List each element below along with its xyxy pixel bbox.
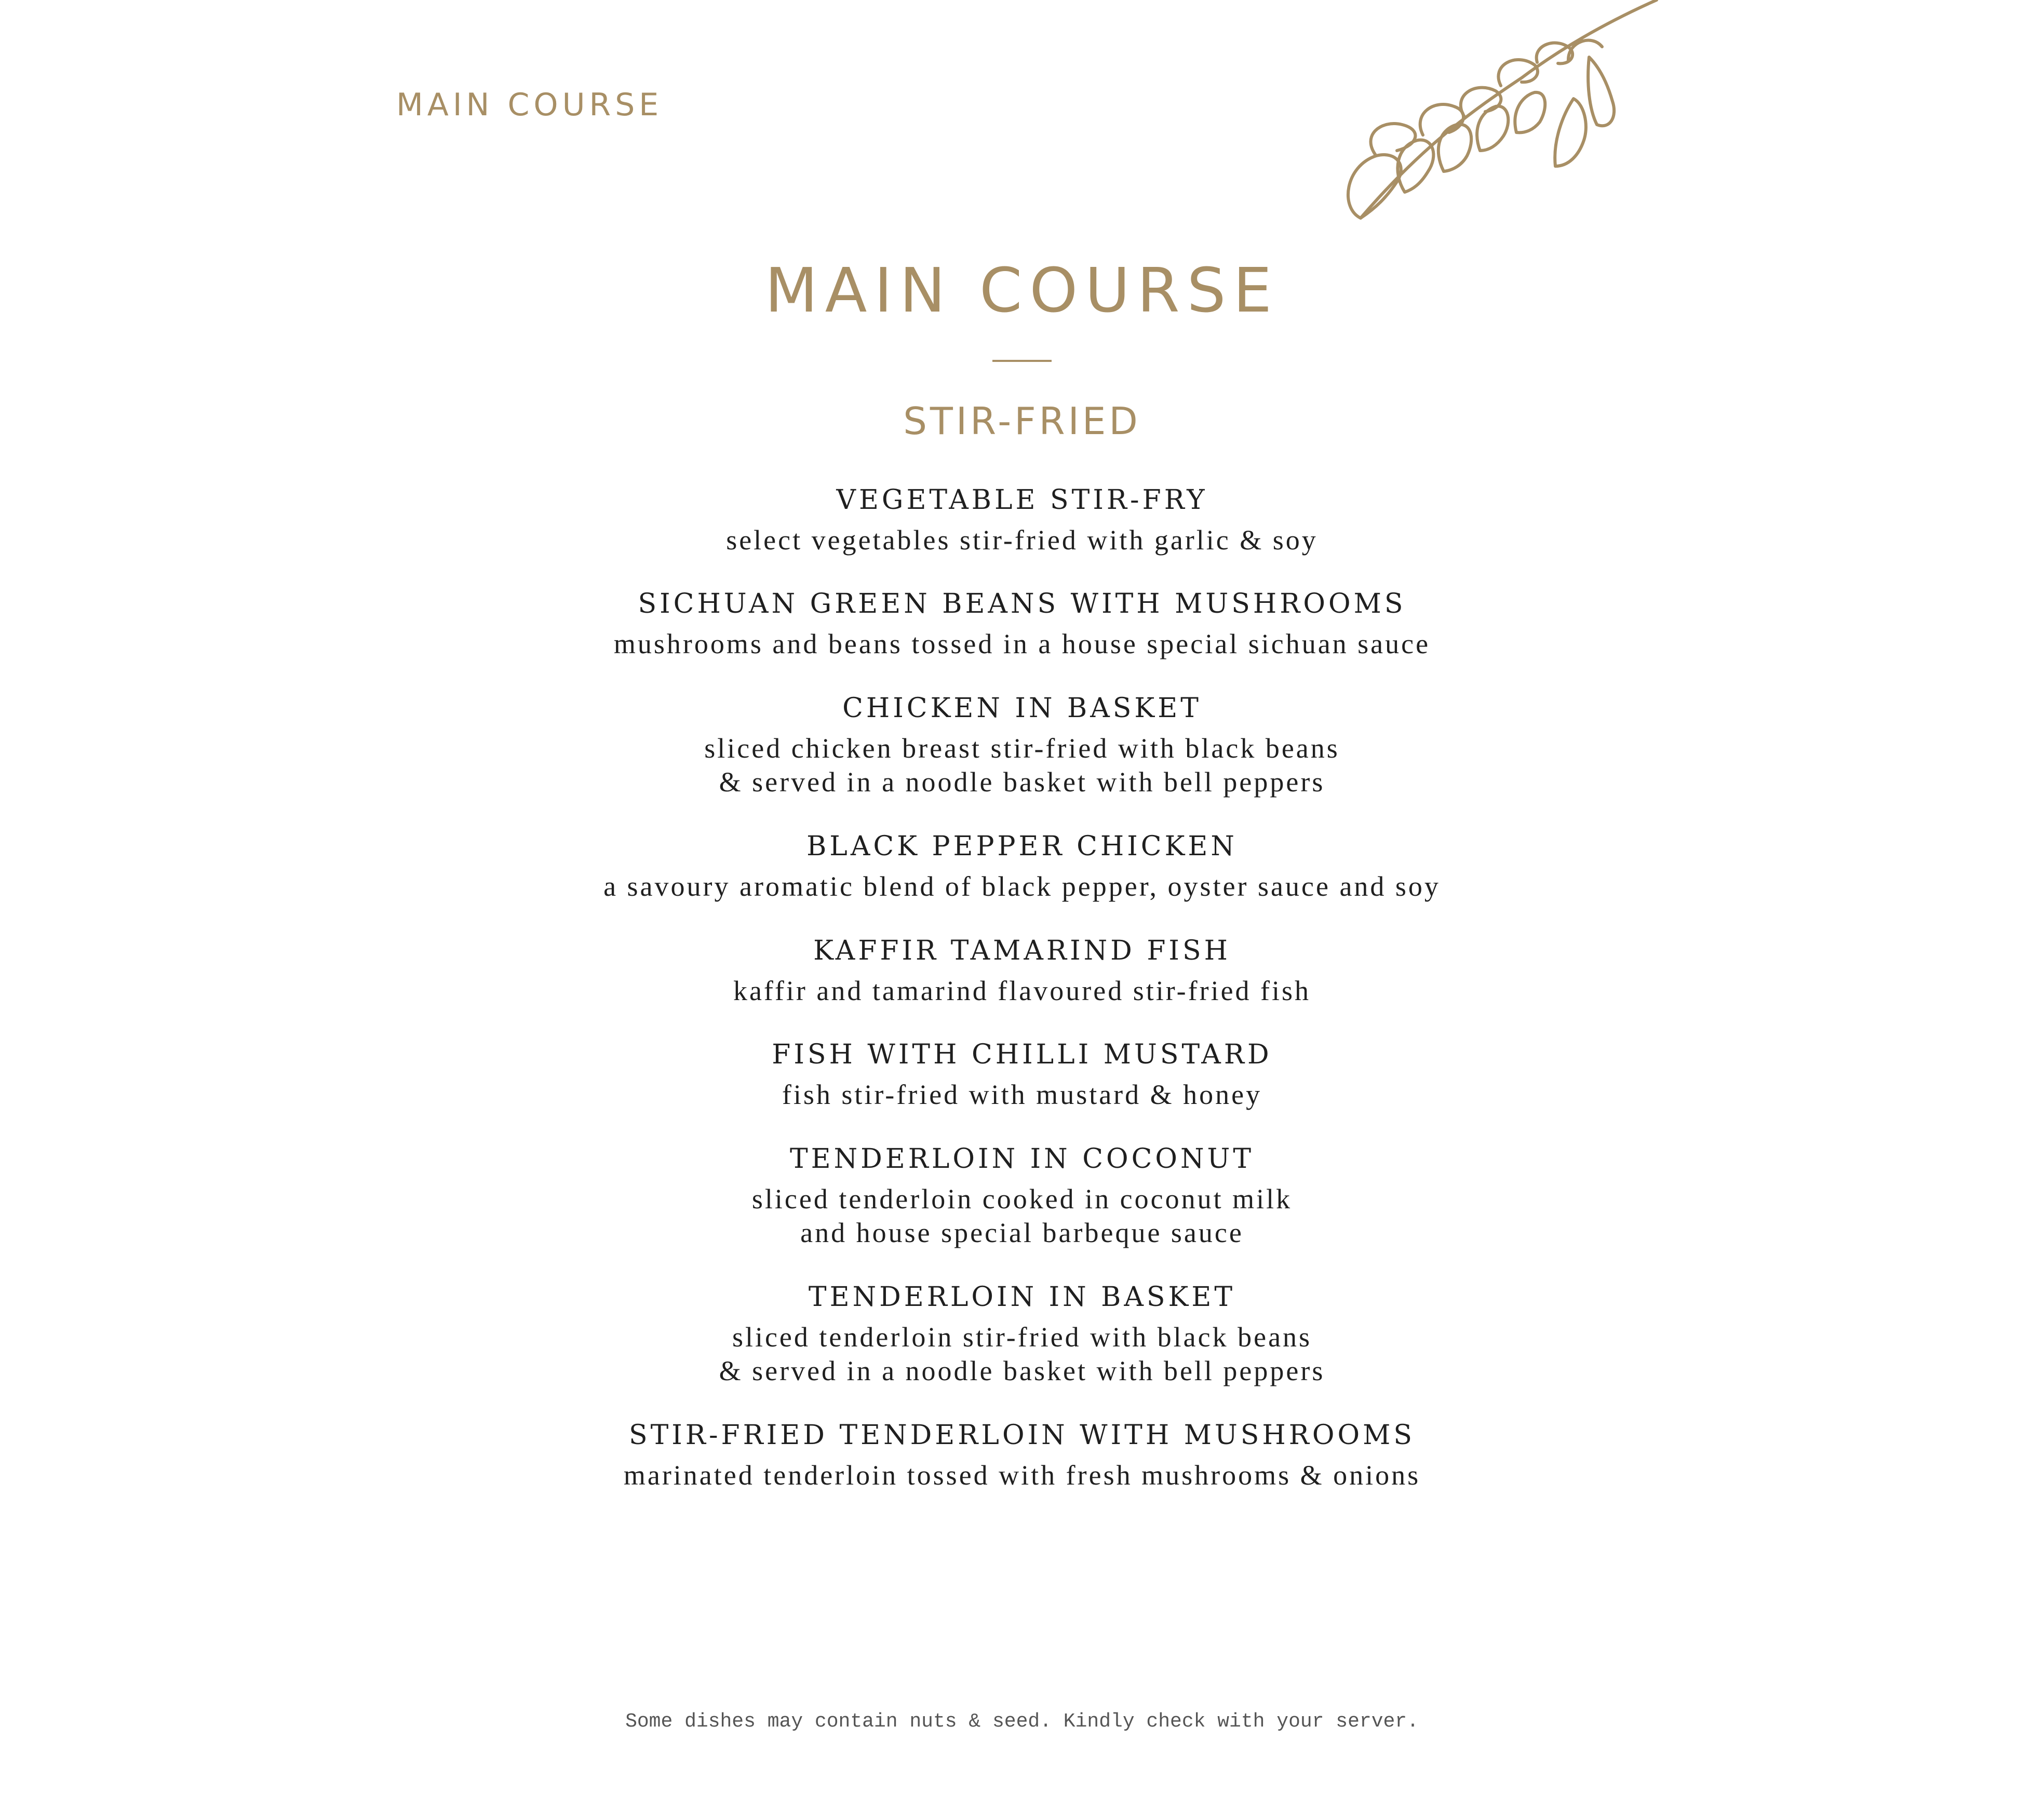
menu-item-description: mushrooms and beans tossed in a house special sichuan sauce bbox=[613, 628, 1431, 659]
menu-item-description: a savoury aromatic blend of black pepper, oyster sauce and soy bbox=[603, 871, 1441, 902]
menu-item bbox=[0, 828, 2044, 904]
menu-item bbox=[0, 1417, 2044, 1492]
menu-item-description: marinated tenderloin tossed with fresh mushrooms & onions bbox=[623, 1460, 1421, 1491]
allergen-note: Some dishes may contain nuts & seed. Kindly check with your server. bbox=[625, 1710, 1419, 1733]
menu-item-name: SICHUAN GREEN BEANS WITH MUSHROOMS bbox=[638, 588, 1406, 619]
menu-item-name: VEGETABLE STIR-FRY bbox=[836, 484, 1208, 516]
menu-item-name: BLACK PEPPER CHICKEN bbox=[806, 831, 1238, 862]
menu-item bbox=[0, 690, 2044, 799]
menu-item bbox=[0, 482, 2044, 557]
menu-item-name: FISH WITH CHILLI MUSTARD bbox=[772, 1039, 1272, 1070]
menu-item bbox=[0, 1036, 2044, 1112]
menu-item bbox=[0, 1141, 2044, 1250]
menu-item-name: STIR-FRIED TENDERLOIN WITH MUSHROOMS bbox=[628, 1420, 1416, 1451]
menu-item-name: KAFFIR TAMARIND FISH bbox=[813, 935, 1231, 966]
menu-item-list bbox=[0, 482, 2044, 1492]
menu-item-description: kaffir and tamarind flavoured stir-fried fish bbox=[733, 975, 1311, 1006]
page-title: MAIN COURSE bbox=[764, 254, 1280, 326]
menu-item-description: sliced chicken breast stir-fried with black beans & served in a noodle basket with bell peppers bbox=[704, 733, 1340, 798]
menu-item bbox=[0, 586, 2044, 661]
leaf-sprig-icon bbox=[1319, 0, 1662, 234]
corner-section-label: MAIN COURSE bbox=[396, 87, 663, 123]
menu-item-name: TENDERLOIN IN COCONUT bbox=[789, 1143, 1255, 1175]
menu-item-description: select vegetables stir-fried with garlic & soy bbox=[726, 524, 1318, 556]
menu-item-name: CHICKEN IN BASKET bbox=[842, 693, 1202, 724]
menu-item-description: fish stir-fried with mustard & honey bbox=[782, 1079, 1262, 1110]
menu-item bbox=[0, 933, 2044, 1008]
menu-item-description: sliced tenderloin stir-fried with black beans & served in a noodle basket with bell peppers bbox=[719, 1322, 1325, 1386]
menu-item-description: sliced tenderloin cooked in coconut milk and house special barbeque sauce bbox=[751, 1183, 1293, 1248]
menu-item bbox=[0, 1279, 2044, 1388]
menu-item-name: TENDERLOIN IN BASKET bbox=[808, 1282, 1236, 1313]
section-heading: STIR-FRIED bbox=[903, 399, 1141, 443]
title-divider bbox=[992, 360, 1052, 362]
